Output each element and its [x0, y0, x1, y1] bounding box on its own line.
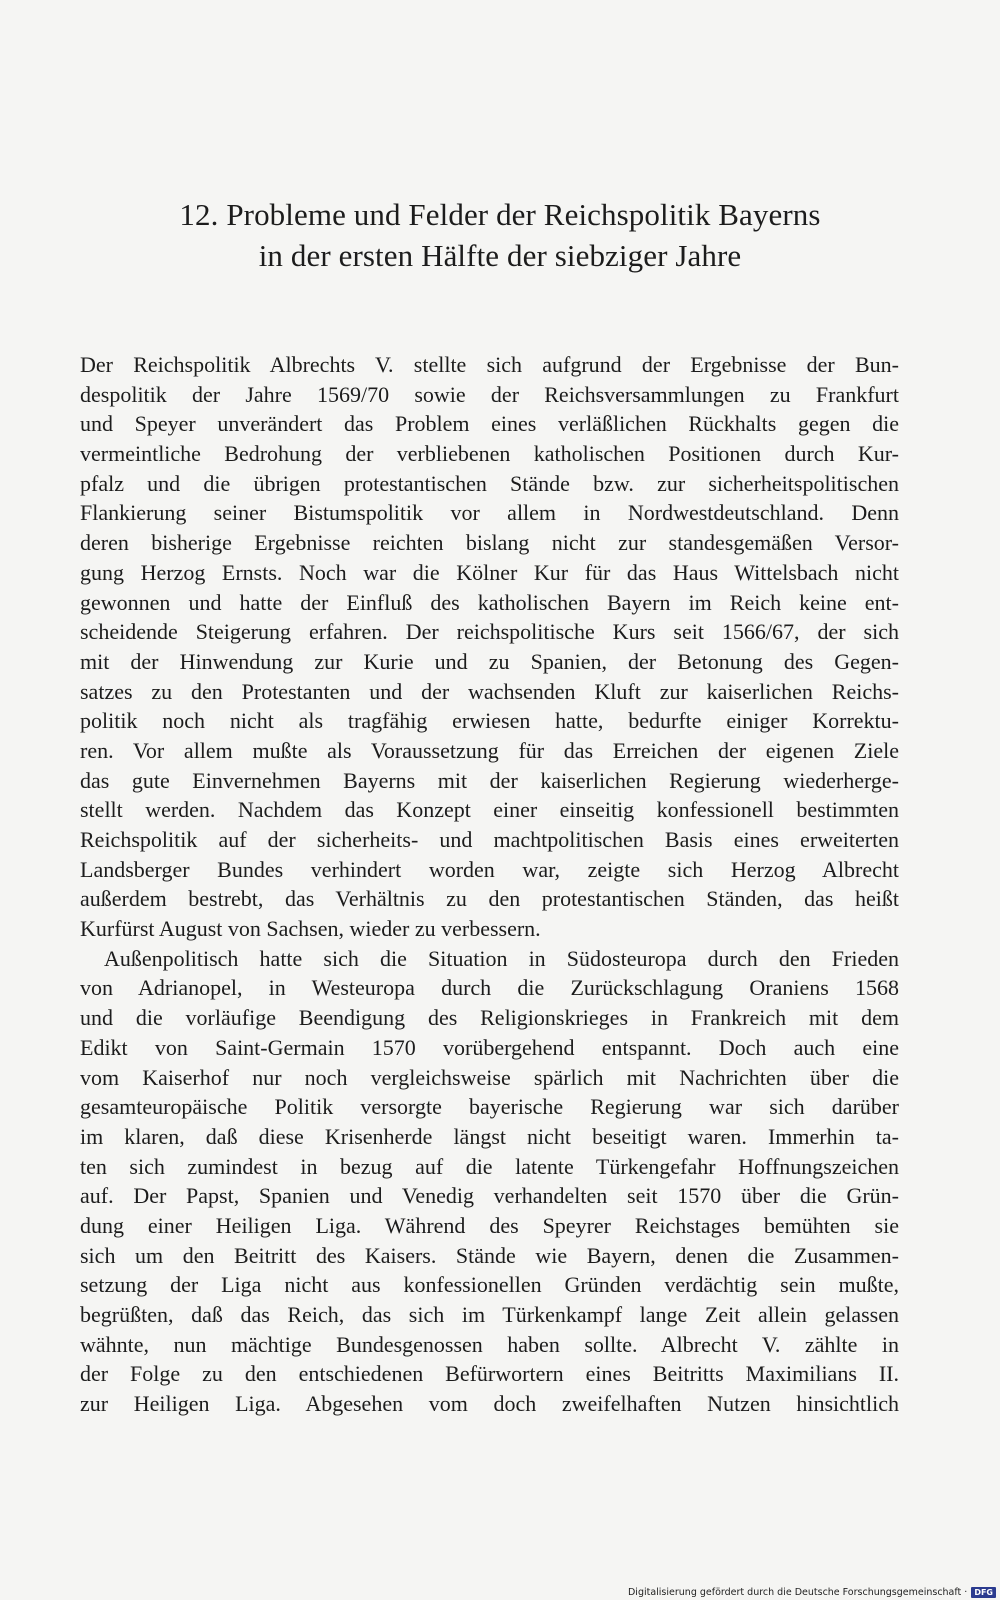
text-line: der Folge zu den entschiedenen Befürwortern eines Beitritts Maximilians II.: [80, 1361, 899, 1387]
text-line: scheidende Steigerung erfahren. Der reichspolitische Kurs seit 1566/67, der sich: [80, 619, 899, 645]
text-line: vermeintliche Bedrohung der verbliebenen katholischen Positionen durch Kur-: [80, 441, 899, 467]
paragraph-1: [80, 350, 899, 944]
text-line: wähnte, nun mächtige Bundesgenossen haben sollte. Albrecht V. zählte in: [80, 1331, 899, 1357]
text-line: Landsberger Bundes verhindert worden war, zeigte sich Herzog Albrecht: [80, 856, 899, 882]
text-line: außerdem bestrebt, das Verhältnis zu den protestantischen Ständen, das heißt: [80, 886, 899, 912]
text-line: dung einer Heiligen Liga. Während des Speyrer Reichstages bemühten sie: [80, 1212, 899, 1238]
text-line: gewonnen und hatte der Einfluß des katholischen Bayern im Reich keine ent-: [80, 589, 899, 615]
text-line: mit der Hinwendung zur Kurie und zu Spanien, der Betonung des Gegen-: [80, 648, 899, 674]
text-line: gesamteuropäische Politik versorgte bayerische Regierung war sich darüber: [80, 1094, 899, 1120]
text-line: ren. Vor allem mußte als Voraussetzung für das Erreichen der eigenen Ziele: [80, 737, 899, 763]
text-line: Edikt von Saint-Germain 1570 vorübergehend entspannt. Doch auch eine: [80, 1034, 899, 1060]
chapter-heading-line-2: in der ersten Hälfte der siebziger Jahre: [258, 238, 742, 273]
text-line: stellt werden. Nachdem das Konzept einer einseitig konfessionell bestimmten: [80, 797, 899, 823]
dfg-logo: DFG: [971, 1587, 996, 1598]
text-line: satzes zu den Protestanten und der wachsenden Kluft zur kaiserlichen Reichs-: [80, 678, 899, 704]
text-line: Flankierung seiner Bistumspolitik vor allem in Nordwestdeutschland. Denn: [80, 500, 899, 526]
paragraph-2: [80, 944, 899, 1419]
text-line: politik noch nicht als tragfähig erwiesen hatte, bedurfte einiger Korrektu-: [80, 708, 899, 734]
text-line: im klaren, daß diese Krisenherde längst nicht beseitigt waren. Immerhin ta-: [80, 1123, 899, 1149]
funding-notice: Digitalisierung gefördert durch die Deutsche Forschungsgemeinschaft ·: [627, 1586, 968, 1598]
text-line: zur Heiligen Liga. Abgesehen vom doch zweifelhaften Nutzen hinsichtlich: [80, 1391, 899, 1417]
text-line: Kurfürst August von Sachsen, wieder zu verbessern.: [80, 916, 541, 942]
text-line: ten sich zumindest in bezug auf die latente Türkengefahr Hoffnungszeichen: [80, 1153, 899, 1179]
body-text: [80, 350, 899, 1419]
text-line: Reichspolitik auf der sicherheits- und machtpolitischen Basis eines erweiterten: [80, 827, 899, 852]
text-line: vom Kaiserhof nur noch vergleichsweise spärlich mit Nachrichten über die: [80, 1064, 899, 1090]
text-line: auf. Der Papst, Spanien und Venedig verhandelten seit 1570 über die Grün-: [80, 1183, 899, 1209]
text-line: Außenpolitisch hatte sich die Situation in Südosteuropa durch den Frieden: [104, 945, 899, 971]
text-line: sich um den Beitritt des Kaisers. Stände wie Bayern, denen die Zusammen-: [80, 1242, 899, 1268]
text-line: despolitik der Jahre 1569/70 sowie der Reichsversammlungen zu Frankfurt: [80, 381, 899, 407]
chapter-heading: [80, 194, 920, 276]
text-line: und Speyer unverändert das Problem eines verläßlichen Rückhalts gegen die: [80, 411, 899, 437]
text-line: und die vorläufige Beendigung des Religionskrieges in Frankreich mit dem: [80, 1005, 899, 1031]
text-line: setzung der Liga nicht aus konfessionellen Gründen verdächtig sein mußte,: [80, 1272, 899, 1298]
text-line: pfalz und die übrigen protestantischen Stände bzw. zur sicherheitspolitischen: [80, 470, 899, 496]
text-line: von Adrianopel, in Westeuropa durch die Zurückschlagung Oraniens 1568: [80, 975, 899, 1001]
text-line: Der Reichspolitik Albrechts V. stellte sich aufgrund der Ergebnisse der Bun-: [80, 352, 899, 377]
text-line: das gute Einvernehmen Bayerns mit der kaiserlichen Regierung wiederherge-: [80, 767, 899, 793]
chapter-heading-line-1: 12. Probleme und Felder der Reichspolitik Bayerns: [179, 197, 821, 232]
digitization-footer: [604, 1585, 996, 1599]
text-line: begrüßten, daß das Reich, das sich im Türkenkampf lange Zeit allein gelassen: [80, 1302, 899, 1327]
text-line: deren bisherige Ergebnisse reichten bislang nicht zur standesgemäßen Versor-: [80, 530, 899, 556]
text-line: gung Herzog Ernsts. Noch war die Kölner Kur für das Haus Wittelsbach nicht: [80, 559, 899, 585]
